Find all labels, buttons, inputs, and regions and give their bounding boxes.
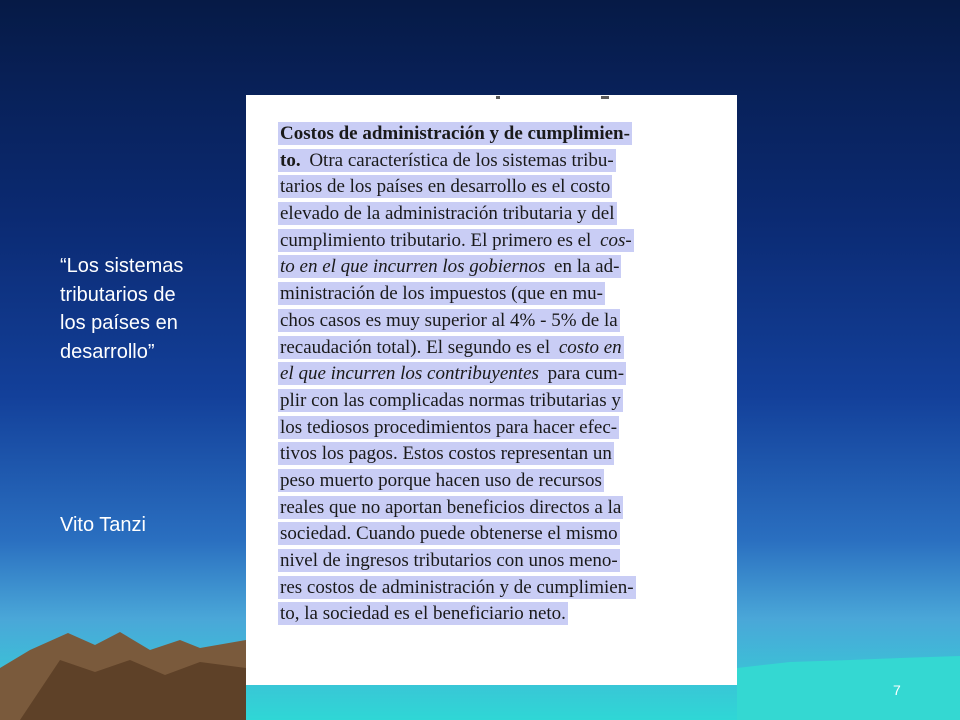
highlighted-text: to en el que incurren los gobiernos: [280, 256, 546, 278]
page-number: 7: [893, 682, 901, 698]
text-line: [278, 335, 688, 362]
text-line: [278, 281, 688, 308]
highlighted-text: Otra característica de los sistemas tribu-: [304, 149, 614, 171]
highlighted-text: para cum-: [542, 363, 625, 385]
text-line: [278, 415, 688, 442]
text-line: [278, 601, 688, 628]
highlighted-text: res costos de administración y de cumplimien-: [280, 576, 634, 598]
highlighted-text: reales que no aportan beneficios directos a la: [280, 496, 622, 518]
highlighted-text: los tediosos procedimientos para hacer efec-: [280, 416, 618, 438]
text-line: [278, 388, 688, 415]
text-line: [278, 468, 688, 495]
text-line: [278, 361, 688, 388]
highlighted-text: tarios de los países en desarrollo es el costo: [280, 176, 611, 198]
slide-caption: “Los sistemas tributarios de los países en desarrollo”: [60, 255, 184, 363]
highlighted-text: sociedad. Cuando puede obtenerse el mismo: [280, 523, 618, 545]
highlighted-text: peso muerto porque hacen uso de recursos: [280, 469, 602, 491]
text-line: [278, 308, 688, 335]
text-line: [278, 521, 688, 548]
author-name: Vito Tanzi: [60, 514, 146, 536]
text-line: [278, 254, 688, 281]
highlighted-text: to, la sociedad es el beneficiario neto.: [280, 603, 566, 625]
text-line: [278, 148, 688, 175]
text-line: [278, 495, 688, 522]
highlighted-text: recaudación total). El segundo es el: [280, 336, 555, 358]
highlighted-text: cumplimiento tributario. El primero es el: [280, 229, 597, 251]
text-line: [278, 441, 688, 468]
text-line: [278, 548, 688, 575]
text-line: [278, 575, 688, 602]
highlighted-text: costo en: [558, 336, 622, 358]
highlighted-text: en la ad-: [549, 256, 620, 278]
scanned-paragraph: [278, 121, 688, 628]
highlighted-text: cos-: [600, 229, 632, 251]
highlighted-text: elevado de la administración tributaria y del: [280, 203, 615, 225]
highlighted-text: to.: [280, 149, 301, 171]
text-line: [278, 121, 688, 148]
highlighted-text: el que incurren los contribuyentes: [280, 363, 539, 385]
highlighted-text: nivel de ingresos tributarios con unos meno-: [280, 550, 618, 571]
highlighted-text: plir con las complicadas normas tributarias y: [280, 389, 621, 411]
highlighted-text: chos casos es muy superior al 4% - 5% de la: [280, 309, 618, 331]
text-line: [278, 201, 688, 228]
highlighted-text: tivos los pagos. Estos costos representan un: [280, 443, 612, 465]
text-line: [278, 174, 688, 201]
text-line: [278, 228, 688, 255]
highlighted-text: ministración de los impuestos (que en mu-: [280, 283, 603, 305]
scan-cropped-top-text: [246, 96, 737, 100]
highlighted-text: Costos de administración y de cumplimien-: [280, 123, 630, 144]
